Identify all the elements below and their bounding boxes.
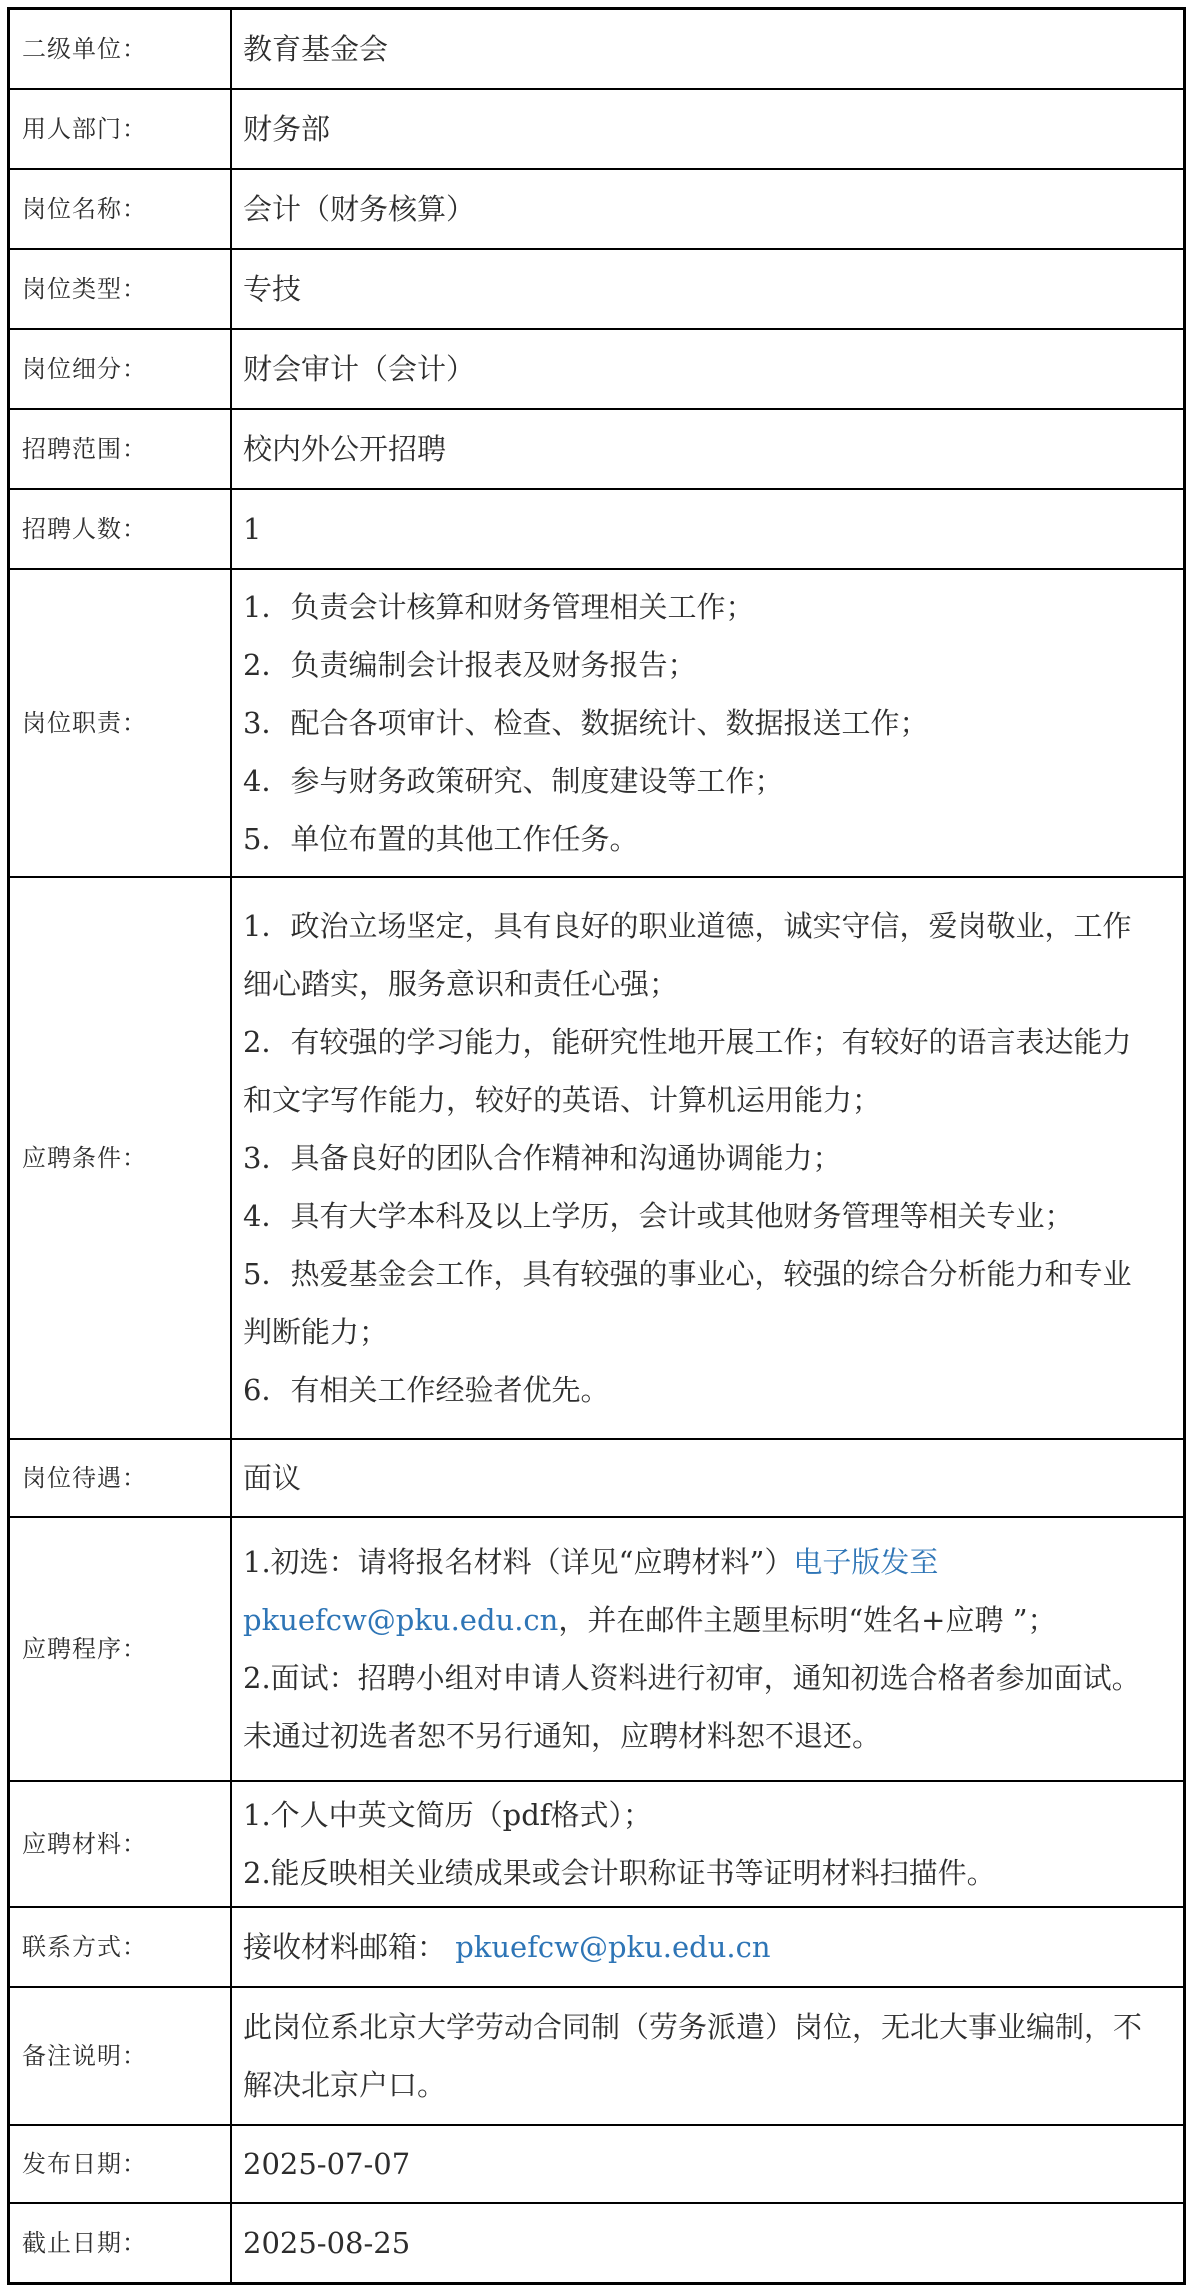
label-application-materials: 应聘材料： [9, 1781, 232, 1907]
procedure-line [243, 1649, 1173, 1707]
text-recruitment-headcount: 1 [243, 512, 262, 546]
row-remarks [9, 1987, 1185, 2125]
value-position-name [231, 169, 1185, 249]
text-recruitment-scope: 校内外公开招聘 [243, 432, 447, 466]
label-deadline: 截止日期： [9, 2203, 232, 2284]
requirement-line: 1．政治立场坚定，具有良好的职业道德，诚实守信，爱岗敬业，工作 [243, 909, 1132, 943]
label-application-procedure: 应聘程序： [9, 1517, 232, 1781]
row-secondary-unit [9, 9, 1185, 90]
text-segment: 1.初选：请将报名材料（详见“应聘材料”） [243, 1545, 794, 1579]
row-hiring-department [9, 89, 1185, 169]
row-position-subdivision [9, 329, 1185, 409]
row-deadline [9, 2203, 1185, 2284]
procedure-line [243, 1707, 1173, 1765]
text-hiring-department: 财务部 [243, 112, 331, 146]
value-recruitment-headcount [231, 489, 1185, 569]
label-publish-date: 发布日期： [9, 2125, 232, 2203]
responsibility-item: 1．负责会计核算和财务管理相关工作； [243, 590, 755, 624]
label-position-name: 岗位名称： [9, 169, 232, 249]
remarks-line: 解决北京户口。 [243, 2068, 447, 2102]
requirement-line: 5．热爱基金会工作，具有较强的事业心，较强的综合分析能力和专业 [243, 1257, 1132, 1291]
value-requirements [231, 877, 1185, 1439]
procedure-line [243, 1533, 1173, 1591]
requirement-line: 6．有相关工作经验者优先。 [243, 1373, 610, 1407]
email-link[interactable]: pkuefcw@pku.edu.cn [243, 1603, 559, 1637]
row-recruitment-scope [9, 409, 1185, 489]
label-contact: 联系方式： [9, 1907, 232, 1987]
text-secondary-unit: 教育基金会 [243, 32, 389, 66]
text-position-name: 会计（财务核算） [243, 192, 476, 226]
value-compensation [231, 1439, 1185, 1517]
material-item: 2.能反映相关业绩成果或会计职称证书等证明材料扫描件。 [243, 1856, 996, 1890]
row-requirements [9, 877, 1185, 1439]
row-recruitment-headcount [9, 489, 1185, 569]
value-hiring-department [231, 89, 1185, 169]
value-responsibilities [231, 569, 1185, 877]
value-publish-date [231, 2125, 1185, 2203]
row-application-materials [9, 1781, 1185, 1907]
value-position-type [231, 249, 1185, 329]
text-compensation: 面议 [243, 1461, 302, 1495]
responsibility-item: 2．负责编制会计报表及财务报告； [243, 648, 697, 682]
responsibility-item: 5．单位布置的其他工作任务。 [243, 822, 639, 856]
text-segment: 2.面试：招聘小组对申请人资料进行初审，通知初选合格者参加面试。 [243, 1661, 1141, 1695]
row-publish-date [9, 2125, 1185, 2203]
email-link[interactable]: pkuefcw@pku.edu.cn [455, 1930, 771, 1964]
requirement-line: 4．具有大学本科及以上学历，会计或其他财务管理等相关专业； [243, 1199, 1074, 1233]
requirement-line: 和文字写作能力，较好的英语、计算机运用能力； [243, 1083, 882, 1117]
label-position-type: 岗位类型： [9, 249, 232, 329]
label-requirements: 应聘条件： [9, 877, 232, 1439]
requirement-line: 细心踏实，服务意识和责任心强； [243, 967, 679, 1001]
label-remarks: 备注说明： [9, 1987, 232, 2125]
requirement-line: 2．有较强的学习能力，能研究性地开展工作；有较好的语言表达能力 [243, 1025, 1132, 1059]
value-contact [231, 1907, 1185, 1987]
text-segment: ，并在邮件主题里标明“姓名+应聘 ”； [558, 1603, 1057, 1637]
text-segment: 接收材料邮箱： [243, 1930, 456, 1964]
contact-line [243, 1930, 771, 1964]
row-application-procedure [9, 1517, 1185, 1781]
row-position-name [9, 169, 1185, 249]
text-segment: 未通过初选者恕不另行通知，应聘材料恕不退还。 [243, 1719, 882, 1753]
value-secondary-unit [231, 9, 1185, 90]
procedure-line [243, 1591, 1173, 1649]
label-recruitment-headcount: 招聘人数： [9, 489, 232, 569]
text-position-subdivision: 财会审计（会计） [243, 352, 476, 386]
row-position-type [9, 249, 1185, 329]
text-publish-date: 2025-07-07 [243, 2147, 411, 2181]
label-secondary-unit: 二级单位： [9, 9, 232, 90]
label-responsibilities: 岗位职责： [9, 569, 232, 877]
value-position-subdivision [231, 329, 1185, 409]
job-posting-table [7, 7, 1186, 2285]
responsibility-item: 4．参与财务政策研究、制度建设等工作； [243, 764, 784, 798]
label-recruitment-scope: 招聘范围： [9, 409, 232, 489]
remarks-line: 此岗位系北京大学劳动合同制（劳务派遣）岗位，无北大事业编制，不 [243, 2010, 1143, 2044]
value-deadline [231, 2203, 1185, 2284]
label-hiring-department: 用人部门： [9, 89, 232, 169]
send-electronic-copy-link[interactable]: 电子版发至 [793, 1545, 939, 1579]
material-item: 1.个人中英文简历（pdf格式）； [243, 1798, 653, 1832]
requirement-line: 判断能力； [243, 1315, 389, 1349]
text-deadline: 2025-08-25 [243, 2226, 411, 2260]
row-contact [9, 1907, 1185, 1987]
value-recruitment-scope [231, 409, 1185, 489]
value-application-materials [231, 1781, 1185, 1907]
row-compensation [9, 1439, 1185, 1517]
row-responsibilities [9, 569, 1185, 877]
text-position-type: 专技 [243, 272, 302, 306]
requirement-line: 3．具备良好的团队合作精神和沟通协调能力； [243, 1141, 842, 1175]
label-position-subdivision: 岗位细分： [9, 329, 232, 409]
value-application-procedure [231, 1517, 1185, 1781]
value-remarks [231, 1987, 1185, 2125]
label-compensation: 岗位待遇： [9, 1439, 232, 1517]
responsibility-item: 3．配合各项审计、检查、数据统计、数据报送工作； [243, 706, 929, 740]
